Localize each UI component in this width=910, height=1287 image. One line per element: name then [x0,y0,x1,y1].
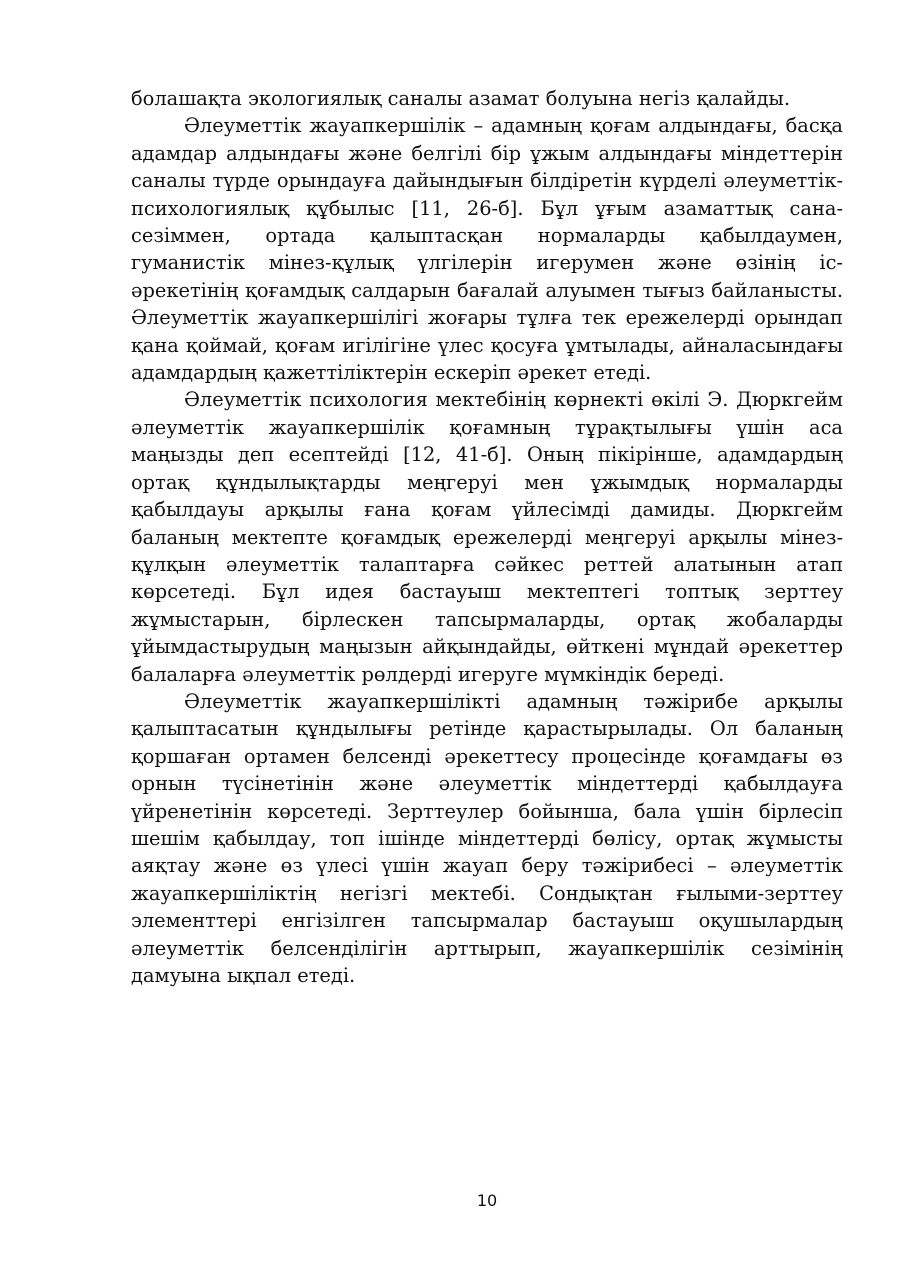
page-number: 10 [476,1191,498,1210]
paragraph-continuation: болашақта экологиялық саналы азамат болуына негіз қалайды. [131,87,790,110]
paragraph-durkheim: Әлеуметтік психология мектебінің көрнекті өкілі Э. Дюркгейм әлеуметтік жауапкершілік қоғамның тұрақтылығы үшін аса маңызды деп есептейді [12, 41-б]. Оның пікірінше, адамдардың ортақ құндылықтарды меңгеруі мен ұжымдық нормаларды қабылдауы арқылы ғана қоғам үйлесімді дамиды. Дюркгейм баланың мектепте қоғамдық ережелерді меңгеруі арқылы мінез-құлқын әлеуметтік талаптарға сәйкес реттей алатынын атап көрсетеді. Бұл идея бастауыш мектептегі топтық зерттеу жұмыстарын, бірлескен тапсырмаларды, ортақ жобаларды ұйымдастырудың маңызын айқындайды, өйткені мұндай әрекеттер балаларға әлеуметтік рөлдерді игеруге мүмкіндік береді. [131,388,843,686]
body-text [131,85,843,989]
paragraph-social-responsibility-definition: Әлеуметтік жауапкершілік – адамның қоғам алдындағы, басқа адамдар алдындағы және белгілі бір ұжым алдындағы міндеттерін саналы түрде орындауға дайындығын білдіретін күрделі әлеуметтік-психологиялық құбылыс [11, 26-б]. Бұл ұғым азаматтық сана-сезіммен, ортада қалыптасқан нормаларды қабылдаумен, гуманистік мінез-құлық үлгілерін игерумен және өзінің іс-әрекетінің қоғамдық салдарын бағалай алуымен тығыз байланысты. Әлеуметтік жауапкершілігі жоғары тұлға тек ережелерді орындап қана қоймай, қоғам игілігіне үлес қосуға ұмтылады, айналасындағы адамдардың қажеттіліктерін ескеріп әрекет етеді. [131,114,843,385]
paragraph-experience: Әлеуметтік жауапкершілікті адамның тәжірибе арқылы қалыптасатын құндылығы ретінде қарастырылады. Ол баланың қоршаған ортамен белсенді әрекеттесу процесінде қоғамдағы өз орнын түсінетінін және әлеуметтік міндеттерді қабылдауға үйренетінін көрсетеді. Зерттеулер бойынша, бала үшін бірлесіп шешім қабылдау, топ ішінде міндеттерді бөлісу, ортақ жұмысты аяқтау және өз үлесі үшін жауап беру тәжірибесі – әлеуметтік жауапкершіліктің негізгі мектебі. Сондықтан ғылыми-зерттеу элементтері енгізілген тапсырмалар бастауыш оқушылардың әлеуметтік белсенділігін арттырып, жауапкершілік сезімінің дамуына ықпал етеді. [131,689,843,987]
